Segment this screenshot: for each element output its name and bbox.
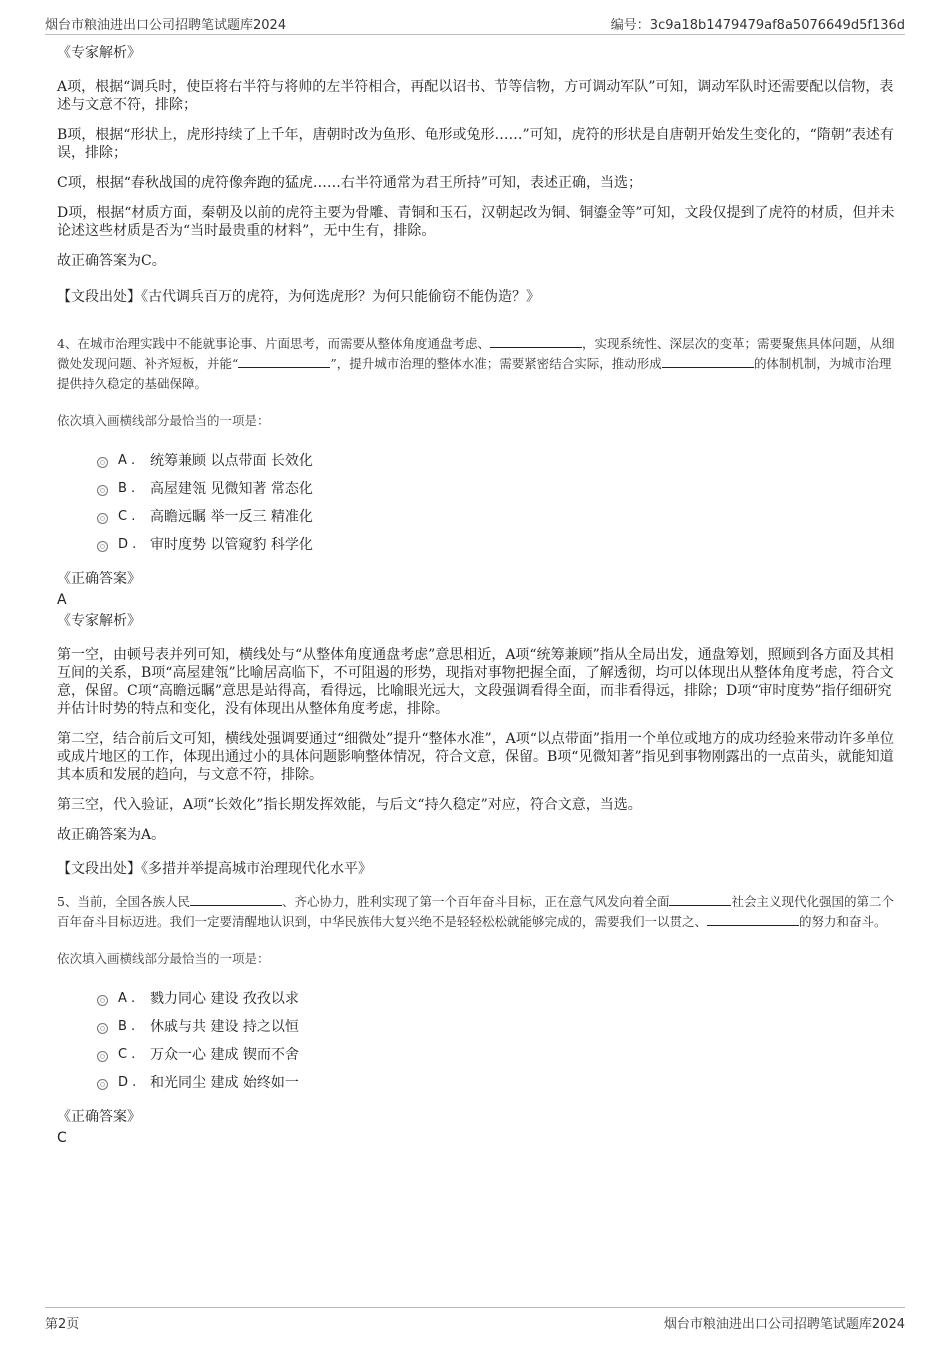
prev-source: 【文段出处】《古代调兵百万的虎符，为何选虎形？为何只能偷窃不能伪造？》	[57, 289, 540, 305]
page-number: 第2页	[45, 1316, 80, 1332]
q4-text-part: ，实现系统性、深层次的变革；需要聚焦具体问题，从细微处发现问题、补齐短板，并能“	[57, 336, 895, 371]
analysis-para: 第二空，结合前后文可知，横线处强调要通过“细微处”提升“整体水准”，A项“以点带面”指用一个单位或地方的成功经验来带动许多单位或成片地区的工作，体现出通过小的具体问题影响整体情况，符合文意，保留。B项“见微知著”指见到事物刚露出的一点苗头，就能知道其本质和发展的趋向，与文意不符，排除。	[57, 731, 895, 783]
option-text: 戮力同心 建设 孜孜以求	[150, 991, 299, 1007]
q4-text-part: 的体制机制，为城市治理提供持久稳定的基础保障。	[57, 356, 892, 391]
option-text: 统筹兼顾 以点带面 长效化	[150, 453, 313, 469]
prev-analysis-para: D项，根据“材质方面，秦朝及以前的虎符主要为骨雕、青铜和玉石，汉朝起改为铜、铜鎏金等”可知，文段仅提到了虎符的材质，但并未论述这些材质是否为“当时最贵重的材料”，无中生有，排除。	[57, 205, 895, 239]
option-text: 高瞻远瞩 举一反三 精准化	[150, 509, 313, 525]
prev-conclusion: 故正确答案为C。	[57, 253, 166, 269]
option-d[interactable]	[97, 530, 900, 558]
q5-text-part: 社会主义现代化强国的第二个百年奋斗目标迈进。我们一定要清醒地认识到，中华民族伟大复兴绝不是轻轻松松就能够完成的，需要我们一以贯之、	[57, 894, 894, 929]
radio-icon[interactable]	[97, 1051, 108, 1062]
page-content	[57, 44, 900, 1150]
prev-analysis-label: 《专家解析》	[57, 45, 141, 61]
question-4-options	[97, 446, 900, 558]
answer-label: 《正确答案》	[57, 571, 141, 587]
question-5-instruction: 依次填入画横线部分最恰当的一项是：	[57, 951, 270, 966]
prev-analysis-para: C项，根据“春秋战国的虎符像奔跑的猛虎……右半符通常为君王所持”可知，表述正确，当选；	[57, 175, 643, 191]
q4-text-part: 4、在城市治理实践中不能就事论事、片面思考，而需要从整体角度通盘考虑、	[57, 336, 490, 351]
blank-line	[238, 355, 330, 368]
question-5-text	[57, 892, 900, 932]
prev-analysis-para: B项，根据“形状上，虎形持续了上千年，唐朝时改为鱼形、龟形或兔形……”可知，虎符的形状是自唐朝开始发生变化的，“隋朝”表述有误，排除；	[57, 127, 894, 161]
question-4-instruction: 依次填入画横线部分最恰当的一项是：	[57, 413, 270, 428]
analysis-para: 第一空，由顿号表并列可知，横线处与“从整体角度通盘考虑”意思相近，A项“统筹兼顾”指从全局出发，通盘筹划，照顾到各方面及其相互间的关系，B项“高屋建瓴”比喻居高临下，不可阻遏的形势，现指对事物把握全面，了解透彻，均可以体现出从整体角度考虑，符合文意，保留。C项“高瞻远瞩”意思是站得高，看得远，比喻眼光远大，文段强调看得全面，而非看得远，排除；D项“审时度势”指仔细研究并估计时势的特点和变化，没有体现出从整体角度考虑，排除。	[57, 647, 894, 717]
analysis-label: 《专家解析》	[57, 613, 141, 629]
option-d[interactable]	[97, 1068, 900, 1096]
analysis-conclusion: 故正确答案为A。	[57, 827, 166, 843]
radio-icon[interactable]	[97, 541, 108, 552]
analysis-para: 第三空，代入验证，A项“长效化”指长期发挥效能，与后文“持久稳定”对应，符合文意，当选。	[57, 797, 642, 813]
q5-text-part: 的努力和奋斗。	[799, 914, 887, 929]
option-text: 万众一心 建成 锲而不舍	[150, 1047, 299, 1063]
blank-line	[707, 913, 799, 926]
blank-line	[490, 335, 582, 348]
page-footer	[45, 1307, 905, 1336]
radio-icon[interactable]	[97, 1023, 108, 1034]
option-text: 高屋建瓴 见微知著 常态化	[150, 481, 313, 497]
option-letter: D .	[118, 536, 137, 552]
option-letter: A .	[118, 990, 136, 1006]
header-title: 烟台市粮油进出口公司招聘笔试题库2024	[45, 17, 287, 33]
option-b[interactable]	[97, 1012, 900, 1040]
option-text: 审时度势 以管窥豹 科学化	[150, 537, 313, 553]
option-b[interactable]	[97, 474, 900, 502]
radio-icon[interactable]	[97, 995, 108, 1006]
prev-analysis-para: A项，根据“调兵时，使臣将右半符与将帅的左半符相合，再配以诏书、节等信物，方可调动军队”可知，调动军队时还需要配以信物，表述与文意不符，排除；	[57, 79, 894, 113]
blank-line	[662, 355, 754, 368]
blank-line	[190, 893, 282, 906]
question-4-text	[57, 334, 900, 394]
option-letter: C .	[118, 508, 136, 524]
q4-source: 【文段出处】《多措并举提高城市治理现代化水平》	[57, 861, 372, 877]
answer-value: C	[57, 1130, 67, 1146]
option-c[interactable]	[97, 502, 900, 530]
q5-text-part: 、齐心协力，胜利实现了第一个百年奋斗目标，正在意气风发向着全面	[281, 894, 670, 909]
footer-title: 烟台市粮油进出口公司招聘笔试题库2024	[663, 1316, 905, 1332]
radio-icon[interactable]	[97, 485, 108, 496]
header-code: 编号：3c9a18b1479479af8a5076649d5f136d	[610, 17, 905, 33]
radio-icon[interactable]	[97, 513, 108, 524]
question-5-options	[97, 984, 900, 1096]
option-text: 和光同尘 建成 始终如一	[150, 1075, 299, 1091]
option-text: 休戚与共 建设 持之以恒	[150, 1019, 299, 1035]
option-c[interactable]	[97, 1040, 900, 1068]
option-letter: B .	[118, 1018, 136, 1034]
q4-text-part: ”，提升城市治理的整体水准；需要紧密结合实际，推动形成	[330, 356, 662, 371]
blank-line	[669, 893, 731, 906]
answer-value: A	[57, 592, 67, 608]
radio-icon[interactable]	[97, 1079, 108, 1090]
option-letter: B .	[118, 480, 136, 496]
option-a[interactable]	[97, 446, 900, 474]
answer-label: 《正确答案》	[57, 1109, 141, 1125]
radio-icon[interactable]	[97, 457, 108, 468]
option-letter: C .	[118, 1046, 136, 1062]
option-letter: A .	[118, 452, 136, 468]
q5-text-part: 5、当前，全国各族人民	[57, 894, 190, 909]
option-letter: D .	[118, 1074, 137, 1090]
page-header	[45, 12, 905, 35]
option-a[interactable]	[97, 984, 900, 1012]
